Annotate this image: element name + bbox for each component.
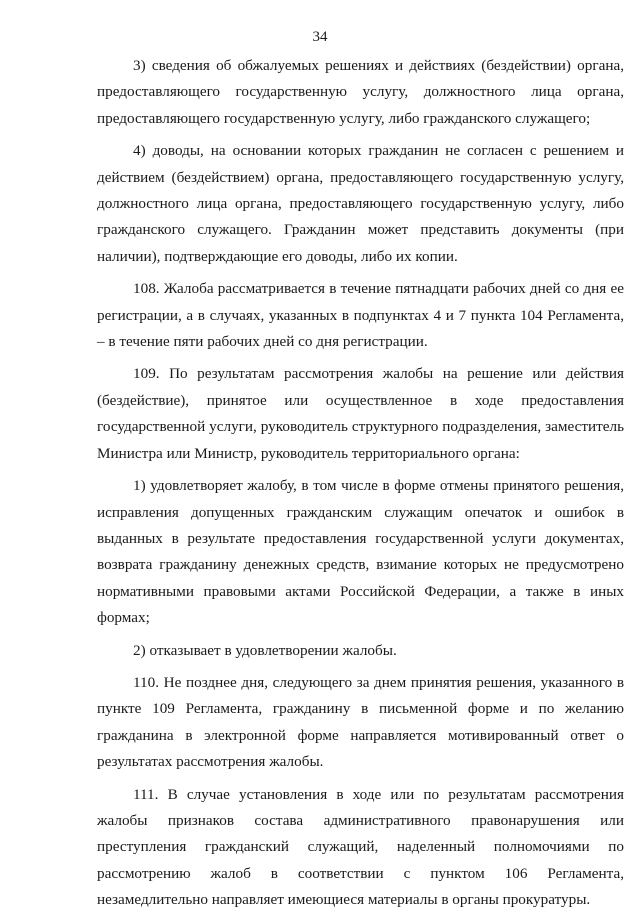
paragraph-108: 108. Жалоба рассматривается в течение пятнадцати рабочих дней со дня ее регистрации, а в случаях, указанных в подпунктах 4 и 7 пункта 104 Регламента, – в течение пяти рабочих дней со дня регистрации. xyxy=(97,280,624,351)
paragraph-110: 110. Не позднее дня, следующего за днем принятия решения, указанного в пункте 109 Регламента, гражданину в письменной форме и по желанию гражданина в электронной форме направляется мотивированный ответ о результатах рассмотрения жалобы. xyxy=(97,673,624,771)
paragraph-111: 111. В случае установления в ходе или по результатам рассмотрения жалобы признаков состава административного правонарушения или преступления гражданский служащий, наделенный полномочиями по рассмотрению жалоб в соответствии с пунктом 106 Регламента, незамедлительно направляет имеющиеся материалы в органы прокуратуры. xyxy=(97,785,624,909)
document-body xyxy=(97,53,624,920)
paragraph-109: 109. По результатам рассмотрения жалобы на решение или действия (бездействие), принятое или осуществленное в ходе предоставления государственной услуги, руководитель структурного подразделения, заместитель Министра или Министр, руководитель территориального органа: xyxy=(97,365,624,462)
page-number: 34 xyxy=(312,29,328,45)
paragraph-item-3: 3) сведения об обжалуемых решениях и действиях (бездействии) органа, предоставляющего государственную услугу, должностного лица органа, предоставляющего государственную услугу, либо гражданского служащего; xyxy=(97,57,624,127)
paragraph-109-item-2: 2) отказывает в удовлетворении жалобы. xyxy=(133,641,397,659)
paragraph-item-4: 4) доводы, на основании которых гражданин не согласен с решением и действием (бездействием) органа, предоставляющего государственную услугу, должностного лица органа, предоставляющего государственную услугу, либо гражданского служащего. Гражданин может представить документы (при наличии), подтверждающие его доводы, либо их копии. xyxy=(97,142,624,265)
paragraph-109-item-1: 1) удовлетворяет жалобу, в том числе в форме отмены принятого решения, исправления допущенных гражданским служащим опечаток и ошибок в выданных в результате предоставления государственной услуги документах, возврата гражданину денежных средств, взимание которых не предусмотрено нормативными правовыми актами Российской Федерации, а также в иных формах; xyxy=(97,477,624,627)
